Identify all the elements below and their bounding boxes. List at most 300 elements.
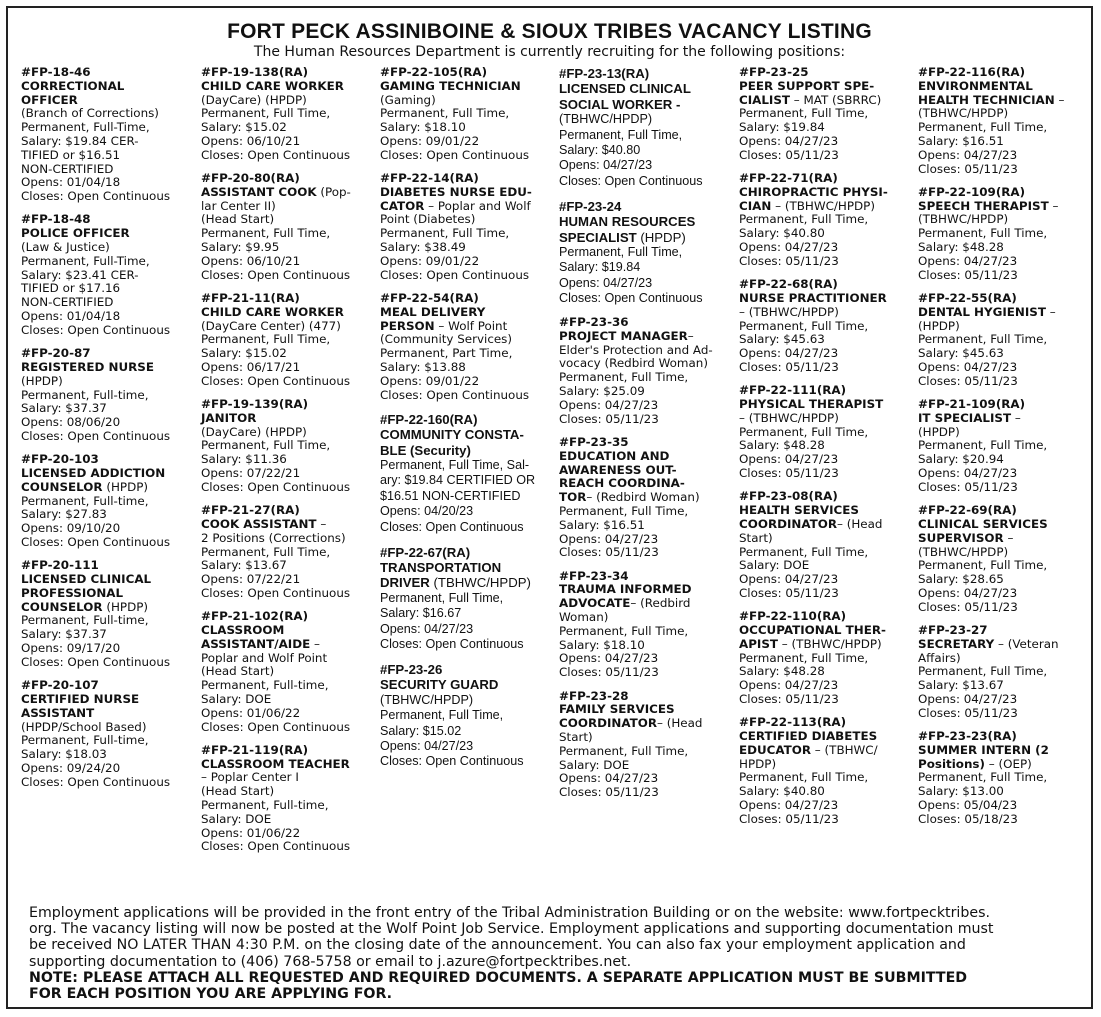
job-detail-line (918, 601, 1096, 615)
job-title-line (559, 583, 737, 597)
job-detail-line (21, 642, 199, 656)
line-text: ADVOCATE (559, 596, 631, 611)
line-text: Permanent, Full-time, (21, 613, 149, 628)
job-listing (918, 624, 1096, 721)
line-text: Closes: Open Continuous (201, 839, 351, 854)
line-text: IT SPECIALIST (918, 410, 1012, 425)
line-text: GAMING TECHNICIAN (380, 78, 521, 93)
job-detail-line (918, 799, 1096, 813)
line-suffix: – (TBHWC/HPDP) (771, 198, 875, 213)
line-text: Closes: Open Continuous (201, 719, 351, 734)
job-detail-line (559, 413, 737, 427)
job-detail-line (739, 306, 917, 320)
line-text: (TBHWC/HPDP) (918, 544, 1009, 559)
job-detail-line (559, 276, 737, 291)
line-text: Closes: Open Continuous (201, 147, 351, 162)
job-listing (21, 66, 199, 204)
job-detail-line (201, 467, 379, 481)
job-detail-line (201, 121, 379, 135)
job-listing (201, 610, 379, 734)
line-text: Closes: Open Continuous (21, 428, 171, 443)
job-number (559, 199, 737, 214)
line-text: Salary: $15.02 (201, 120, 287, 135)
job-detail-line (918, 693, 1096, 707)
job-detail-line (380, 347, 558, 361)
job-detail-line (918, 361, 1096, 375)
line-text: Opens: 01/04/18 (21, 175, 121, 190)
job-detail-line (559, 344, 737, 358)
job-title-line (918, 532, 1096, 546)
line-text: ASSISTANT (21, 705, 95, 720)
line-text: EDUCATION AND (559, 448, 670, 463)
line-text: Salary: $25.09 (559, 384, 645, 399)
job-detail-line (918, 813, 1096, 827)
line-text: Opens: 04/27/23 (739, 240, 839, 255)
line-text: Permanent, Full Time, (559, 370, 689, 385)
line-text: #FP-22-116(RA) (918, 65, 1026, 79)
job-listing (201, 292, 379, 389)
line-suffix: – (TBHWC/ (811, 742, 878, 757)
job-title-line (918, 638, 1096, 652)
line-text: Salary: $40.80 (739, 226, 825, 241)
line-text: #FP-21-119(RA) (201, 742, 309, 757)
line-text: Salary: $15.02 (201, 346, 287, 361)
line-text: SPEECH THERAPIST (918, 198, 1049, 213)
job-detail-line (201, 320, 379, 334)
job-detail-line (918, 135, 1096, 149)
line-text: Salary: DOE (559, 757, 630, 772)
line-text: Salary: $18.10 (380, 120, 466, 135)
job-title-line (559, 97, 737, 112)
line-text: Opens: 04/27/23 (559, 771, 659, 786)
line-text: REGISTERED NURSE (21, 359, 154, 374)
job-detail-line (201, 707, 379, 721)
job-listing (559, 690, 737, 800)
line-text: COORDINATOR (559, 716, 657, 731)
job-detail-line (739, 532, 917, 546)
line-text: Permanent, Full Time, (918, 438, 1048, 453)
job-title-line (21, 481, 199, 495)
line-text: PROFESSIONAL (21, 585, 124, 600)
job-detail-line (559, 611, 737, 625)
job-title-line (559, 477, 737, 491)
line-text: – (TBHWC/HPDP) (739, 304, 839, 319)
line-text: Opens: 05/04/23 (918, 798, 1018, 813)
line-text: Salary: $48.28 (918, 240, 1004, 255)
job-detail-line (21, 269, 199, 283)
line-text: SECURITY GUARD (380, 677, 499, 693)
job-detail-line (739, 320, 917, 334)
line-text: Closes: Open Continuous (21, 654, 171, 669)
line-text: Closes: Open Continuous (380, 637, 524, 652)
line-text: Salary: $18.03 (21, 747, 107, 762)
line-text: Salary: $48.28 (739, 438, 825, 453)
line-text: PROJECT MANAGER (559, 328, 688, 343)
line-text: Opens: 09/01/22 (380, 373, 480, 388)
job-column-3 (380, 66, 558, 779)
job-detail-line (918, 269, 1096, 283)
job-number (201, 504, 379, 518)
job-number (380, 292, 558, 306)
line-suffix: – (TBHWC/HPDP) (778, 636, 882, 651)
job-listing (380, 412, 558, 535)
line-suffix: – (Redbird (630, 596, 691, 611)
job-detail-line (918, 652, 1096, 666)
job-detail-line (739, 785, 917, 799)
job-detail-line (201, 255, 379, 269)
job-detail-line (559, 519, 737, 533)
line-text: CHILD CARE WORKER (201, 78, 344, 93)
job-detail-line (380, 107, 558, 121)
line-text: Salary: $19.84 (739, 120, 825, 135)
line-text: Permanent, Full Time, (918, 664, 1048, 679)
note-line: NOTE: PLEASE ATTACH ALL REQUESTED AND REQUIRED DOCUMENTS. A SEPARATE APPLICATION MUST BE SUBMITTED (29, 969, 968, 986)
line-text: #FP-20-87 (21, 346, 91, 361)
job-title-line (380, 320, 558, 334)
job-listing (21, 453, 199, 550)
line-text: #FP-22-111(RA) (739, 383, 847, 398)
job-listing (21, 347, 199, 444)
job-detail-line (201, 227, 379, 241)
line-text: #FP-23-28 (559, 688, 629, 703)
job-number (559, 436, 737, 450)
job-title-line (739, 200, 917, 214)
line-text: #FP-22-55(RA) (918, 290, 1017, 305)
line-text: (TBHWC/HPDP) (918, 106, 1009, 121)
line-text: CHILD CARE WORKER (201, 304, 344, 319)
line-text: Permanent, Full Time, (739, 650, 869, 665)
line-text: Closes: 05/11/23 (918, 705, 1018, 720)
job-detail-line (21, 255, 199, 269)
line-text: Permanent, Full Time, (918, 558, 1048, 573)
line-text: Opens: 04/27/23 (918, 147, 1018, 162)
line-text: COMMUNITY CONSTA- (380, 427, 524, 443)
job-title-line (380, 560, 558, 575)
job-detail-line (918, 333, 1096, 347)
line-text: #FP-22-110(RA) (739, 609, 847, 624)
line-text: Permanent, Full Time, (739, 544, 869, 559)
line-text: Opens: 04/27/23 (380, 738, 474, 753)
line-text: Start) (739, 530, 773, 545)
line-text: TIFIED or $16.51 (21, 147, 121, 162)
job-listing (739, 490, 917, 600)
job-detail-line (918, 467, 1096, 481)
job-detail-line (559, 385, 737, 399)
job-detail-line (380, 724, 558, 739)
job-detail-line (918, 241, 1096, 255)
job-detail-line (739, 813, 917, 827)
line-text: Salary: $23.41 CER- (21, 267, 139, 282)
line-text: LICENSED CLINICAL (559, 81, 691, 97)
line-text: ENVIRONMENTAL (918, 78, 1033, 93)
line-text: HUMAN RESOURCES (559, 214, 696, 230)
line-suffix: – (316, 516, 327, 531)
line-text: NURSE PRACTITIONER (739, 290, 887, 305)
job-listing (559, 436, 737, 560)
job-listing (739, 172, 917, 269)
job-title-line (201, 186, 379, 200)
job-detail-line (739, 412, 917, 426)
line-text: HPDP) (739, 756, 777, 771)
job-detail-line (559, 625, 737, 639)
job-detail-line (739, 439, 917, 453)
line-text: Salary: $20.94 (918, 452, 1004, 467)
job-detail-line (739, 227, 917, 241)
line-text: Salary: $37.37 (21, 401, 107, 416)
line-text: #FP-22-68(RA) (739, 277, 838, 292)
line-suffix: – Poplar and Wolf (424, 198, 531, 213)
line-text: Closes: 05/11/23 (739, 691, 839, 706)
line-text: Salary: $11.36 (201, 452, 287, 467)
job-detail-line (918, 227, 1096, 241)
line-text: #FP-22-69(RA) (918, 503, 1017, 518)
line-text: APIST (739, 636, 779, 651)
line-suffix: (HPDP) (636, 229, 686, 245)
line-suffix: – (Veteran (994, 636, 1059, 651)
job-title-line (21, 94, 199, 108)
line-text: Permanent, Full-time, (21, 733, 149, 748)
job-detail-line (559, 772, 737, 786)
line-text: Salary: DOE (201, 691, 272, 706)
line-text: SUMMER INTERN (2 (918, 742, 1049, 757)
job-title-line (559, 330, 737, 344)
line-text: CHIROPRACTIC PHYSI- (739, 184, 888, 199)
job-number (201, 744, 379, 758)
job-number (559, 690, 737, 704)
job-detail-line (918, 121, 1096, 135)
job-detail-line (559, 745, 737, 759)
line-text: Opens: 04/27/23 (739, 798, 839, 813)
job-title-line (739, 624, 917, 638)
job-detail-line (201, 827, 379, 841)
job-detail-line (21, 324, 199, 338)
line-text: COORDINATOR (739, 516, 837, 531)
job-detail-line (21, 149, 199, 163)
job-number (739, 172, 917, 186)
job-listing (21, 679, 199, 789)
job-detail-line (739, 453, 917, 467)
line-suffix: – (1048, 198, 1059, 213)
line-text: Permanent, Full Time, (918, 120, 1048, 135)
line-text: Salary: $13.67 (201, 558, 287, 573)
line-text: vocacy (Redbird Woman) (559, 356, 708, 371)
job-detail-line (201, 200, 379, 214)
line-suffix: – (Redbird Woman) (586, 490, 700, 505)
job-detail-line (380, 739, 558, 754)
job-detail-line (21, 163, 199, 177)
job-detail-line (21, 776, 199, 790)
line-text: COOK ASSISTANT (201, 516, 317, 531)
line-text: Opens: 01/06/22 (201, 825, 301, 840)
job-title-line (559, 717, 737, 731)
job-listing (918, 66, 1096, 176)
line-text: (TBHWC/HPDP) (380, 692, 474, 707)
line-text: Positions) (918, 756, 985, 771)
line-text: Closes: Open Continuous (201, 585, 351, 600)
job-title-line (559, 214, 737, 229)
line-text: Salary: $16.51 (918, 133, 1004, 148)
job-title-line (739, 292, 917, 306)
line-text: #FP-19-139(RA) (201, 397, 309, 412)
line-suffix: – (OEP) (984, 756, 1032, 771)
job-detail-line (380, 591, 558, 606)
line-text: Closes: Open Continuous (380, 147, 530, 162)
job-detail-line (380, 606, 558, 621)
line-suffix: – (1003, 530, 1014, 545)
job-detail-line (380, 504, 558, 519)
line-text: COUNSELOR (21, 479, 103, 494)
line-text: #FP-22-105(RA) (380, 65, 488, 79)
line-text: Closes: Open Continuous (380, 267, 530, 282)
job-detail-line (739, 333, 917, 347)
job-detail-line (201, 213, 379, 227)
line-text: #FP-20-111 (21, 558, 99, 573)
line-text: CIALIST (739, 92, 791, 107)
line-text: Salary: $18.10 (559, 637, 645, 652)
line-text: Opens: 04/27/23 (559, 397, 659, 412)
line-text: (DayCare) (HPDP) (201, 424, 307, 439)
line-text: Salary: $16.67 (380, 606, 462, 621)
job-detail-line (918, 163, 1096, 177)
job-detail-line (201, 481, 379, 495)
job-detail-line (559, 128, 737, 143)
line-text: PEER SUPPORT SPE- (739, 78, 875, 93)
line-text: lar Center II) (201, 198, 276, 213)
line-suffix: – (1045, 304, 1056, 319)
line-text: CERTIFIED NURSE (21, 691, 140, 706)
line-text: HEALTH TECHNICIAN (918, 92, 1055, 107)
line-text: #FP-21-102(RA) (201, 609, 309, 624)
line-text: MEAL DELIVERY (380, 304, 486, 319)
line-text: AWARENESS OUT- (559, 462, 677, 477)
job-detail-line (739, 652, 917, 666)
line-text: Permanent, Full Time, (739, 212, 869, 227)
line-text: Opens: 04/27/23 (559, 651, 659, 666)
line-text: Elder's Protection and Ad- (559, 342, 713, 357)
line-text: CIAN (739, 198, 772, 213)
line-text: DIABETES NURSE EDU- (380, 184, 532, 199)
line-text: Closes: Open Continuous (380, 519, 524, 534)
job-listing (201, 398, 379, 495)
line-text: Salary: $37.37 (21, 627, 107, 642)
line-text: CLASSROOM (201, 622, 285, 637)
job-title-line (918, 518, 1096, 532)
job-title-line (21, 601, 199, 615)
job-detail-line (380, 135, 558, 149)
job-listing (559, 199, 737, 307)
job-detail-line (918, 426, 1096, 440)
job-title-line (918, 200, 1096, 214)
job-detail-line (21, 430, 199, 444)
job-detail-line (21, 190, 199, 204)
job-title-line (559, 230, 737, 245)
job-number (21, 559, 199, 573)
job-number (918, 730, 1096, 744)
job-detail-line (21, 748, 199, 762)
line-text: (TBHWC/HPDP) (918, 212, 1009, 227)
job-detail-line (201, 771, 379, 785)
job-title-line (739, 94, 917, 108)
job-detail-line (201, 721, 379, 735)
job-title-line (739, 638, 917, 652)
line-text: Permanent, Full-Time, (21, 120, 150, 135)
job-detail-line (918, 481, 1096, 495)
job-detail-line (918, 559, 1096, 573)
job-detail-line (918, 213, 1096, 227)
job-title-line (918, 94, 1096, 108)
job-listing (21, 559, 199, 669)
line-text: #FP-20-80(RA) (201, 171, 300, 186)
job-detail-line (380, 241, 558, 255)
line-text: Permanent, Full Time, (559, 623, 689, 638)
job-title-line (380, 677, 558, 692)
line-text: ASSISTANT COOK (201, 184, 317, 199)
job-listing (739, 610, 917, 707)
line-text: Salary: $40.80 (559, 143, 641, 158)
line-text: (Community Services) (380, 332, 513, 347)
line-text: Opens: 07/22/21 (201, 572, 301, 587)
line-text: TIFIED or $17.16 (21, 281, 121, 296)
job-title-line (559, 597, 737, 611)
line-text: Salary: $45.63 (918, 346, 1004, 361)
instructions-line: be received NO LATER THAN 4:30 P.M. on the closing date of the announcement. You can also fax your employment application and (29, 937, 966, 954)
job-number (739, 66, 917, 80)
job-detail-line (21, 402, 199, 416)
job-listing (21, 213, 199, 337)
job-detail-line (559, 505, 737, 519)
line-text: Opens: 06/10/21 (201, 133, 301, 148)
line-suffix: (Pop- (316, 184, 351, 199)
line-text: Opens: 04/27/23 (918, 359, 1018, 374)
line-text: LICENSED ADDICTION (21, 466, 166, 481)
job-detail-line (380, 121, 558, 135)
line-text: Closes: 05/11/23 (739, 466, 839, 481)
job-detail-line (739, 347, 917, 361)
line-text: Salary: $9.95 (201, 240, 280, 255)
job-number (201, 398, 379, 412)
line-text: LICENSED CLINICAL (21, 572, 152, 587)
job-title-line (201, 412, 379, 426)
line-text: Opens: 09/17/20 (21, 641, 121, 656)
line-text: #FP-20-107 (21, 678, 99, 693)
job-number (201, 172, 379, 186)
job-listing (739, 384, 917, 481)
job-number (380, 545, 558, 560)
line-text: Opens: 04/27/23 (918, 691, 1018, 706)
job-title-line (739, 186, 917, 200)
line-text: Opens: 01/06/22 (201, 705, 301, 720)
line-text: Salary: DOE (201, 811, 272, 826)
line-text: Opens: 09/10/20 (21, 521, 121, 536)
job-detail-line (739, 149, 917, 163)
job-detail-line (201, 652, 379, 666)
line-text: Permanent, Full Time, (201, 544, 331, 559)
line-text: SPECIALIST (559, 229, 637, 245)
line-text: Opens: 04/27/23 (739, 133, 839, 148)
line-text: Closes: 05/11/23 (739, 811, 839, 826)
line-text: (Head Start) (201, 664, 275, 679)
job-detail-line (21, 310, 199, 324)
line-text: Poplar and Wolf Point (201, 650, 328, 665)
job-detail-line (739, 665, 917, 679)
job-detail-line (21, 656, 199, 670)
line-suffix: – (Head (657, 716, 703, 731)
job-number (918, 398, 1096, 412)
line-text: Permanent, Full Time, (380, 106, 510, 121)
job-detail-line (739, 758, 917, 772)
line-text: COUNSELOR (21, 599, 103, 614)
line-text: TRAUMA INFORMED (559, 582, 692, 597)
